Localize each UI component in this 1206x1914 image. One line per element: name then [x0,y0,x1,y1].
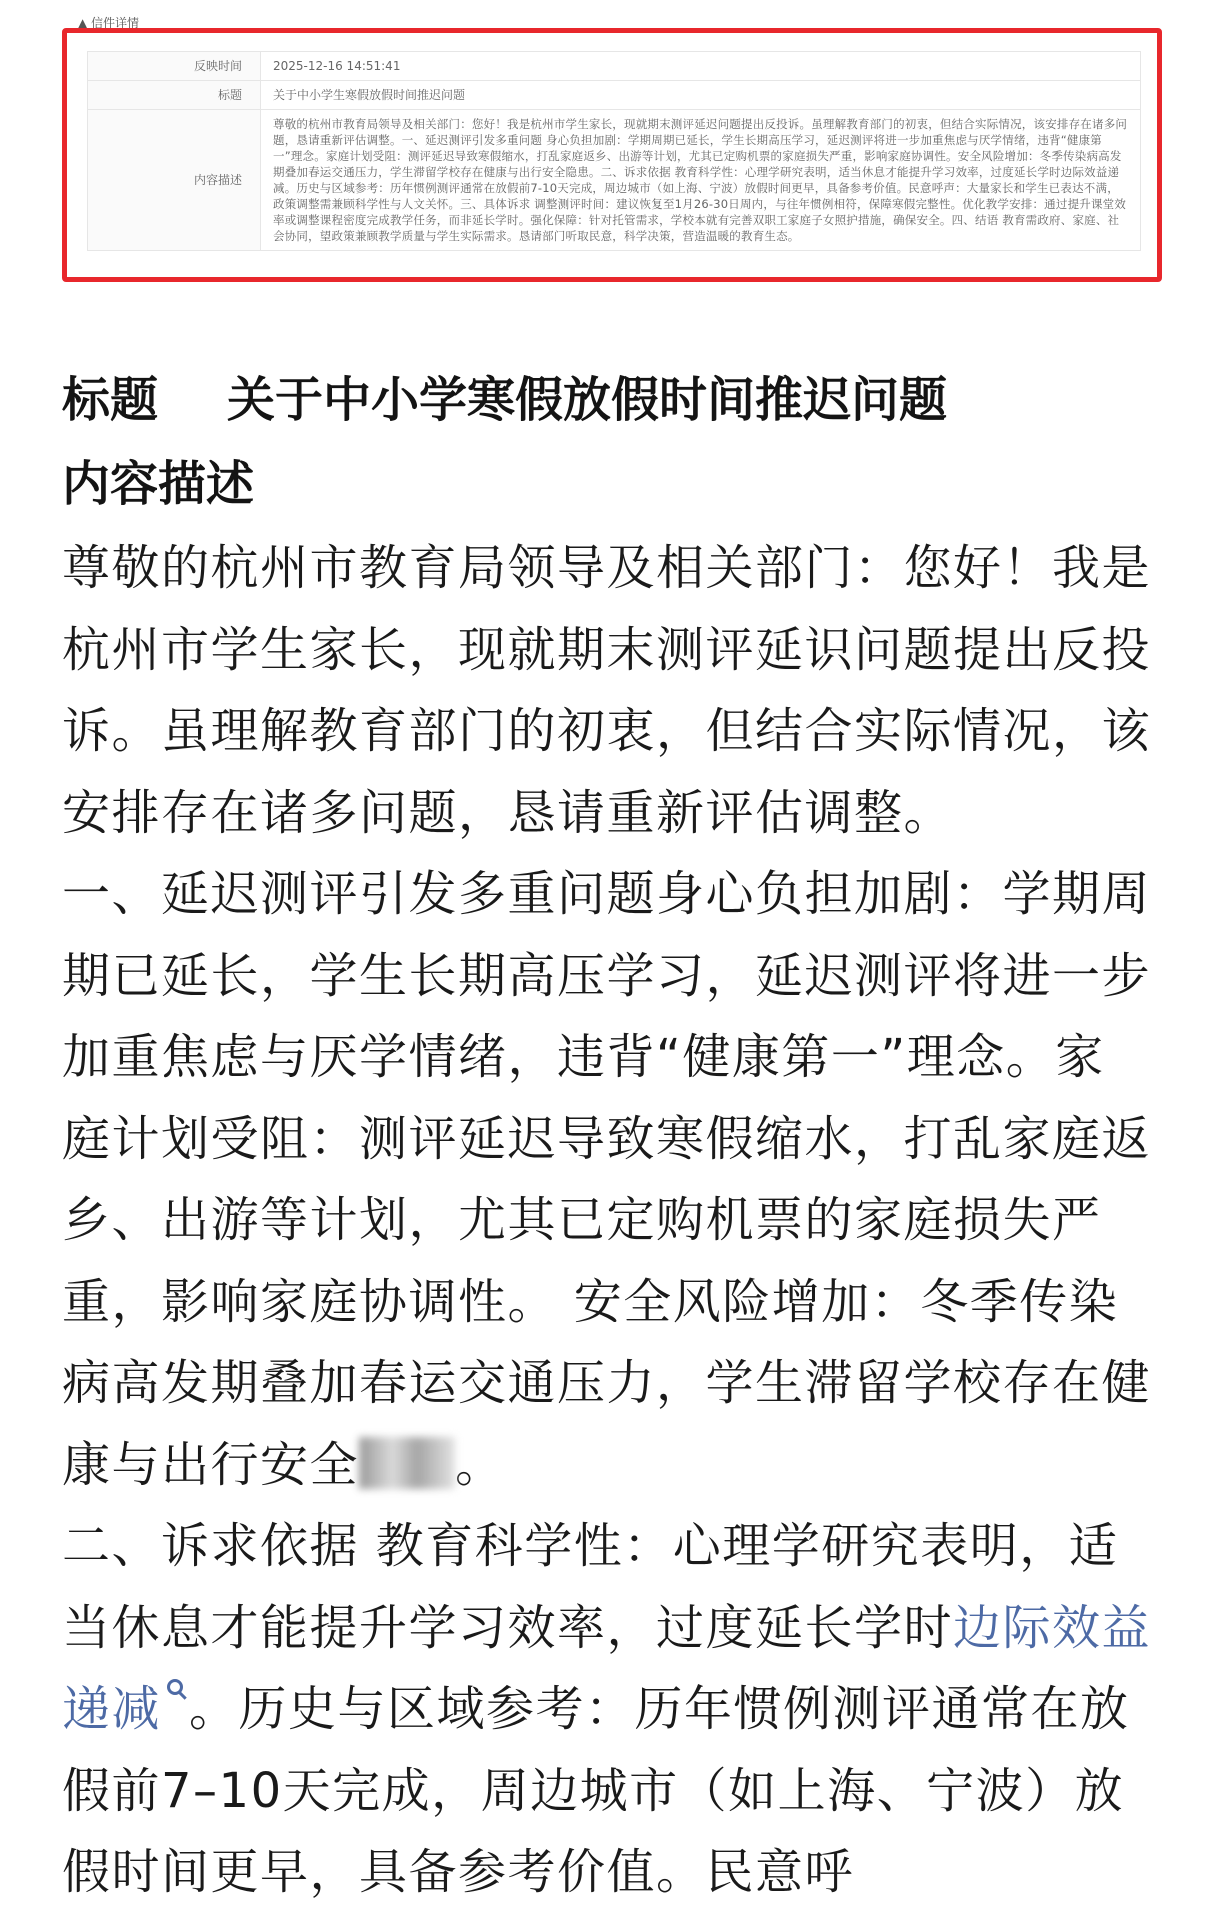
body-text-part-2: 。 二、诉求依据 教育科学性：心理学研究表明，适当休息才能提升学习效率，过度延长学时 [62,1436,1119,1656]
search-link-marginal-effect[interactable]: 边际效益递减 [62,1599,1152,1737]
letter-body [62,528,1152,1914]
search-icon[interactable] [167,1679,183,1695]
time-value: 2025-12-16 14:51:41 [261,52,1141,81]
letter-detail-table [87,51,1141,251]
content-description-heading: 内容描述 [62,456,255,512]
main-title-label: 标题 [62,372,159,428]
body-text-part-1: 尊敬的杭州市教育局领导及相关部门：您好！我是杭州市学生家长，现就期末测评延识问题提出反投诉。虽理解教育部门的初衷，但结合实际情况，该安排存在诸多问题，恳请重新评估调整。 一、延迟测评引发多重问题身心负担加剧：学期周期已延长，学生长期高压学习，延迟测评将进一步加重焦虑与厌学情绪，违背“健康第一”理念。家庭计划受阻：测评延迟导致寒假缩水，打乱家庭返乡、出游等计划，尤其已定购机票的家庭损失严重，影响家庭协调性。 安全风险增加：冬季传染病高发期叠加春运交通压力，学生滞留学校存在健康与出行安全 [62,540,1152,1493]
card-header-fragment: ▲ 信件详情 [78,16,140,28]
content-label: 内容描述 [88,110,261,251]
main-title-value: 关于中小学寒假放假时间推迟问题 [227,372,948,428]
title-label: 标题 [88,81,261,110]
time-label: 反映时间 [88,52,261,81]
table-row [88,110,1141,251]
table-row [88,81,1141,110]
letter-detail-screenshot [62,28,1162,282]
blurred-text [359,1437,455,1489]
main-title-row [62,368,947,432]
content-value: 尊敬的杭州市教育局领导及相关部门：您好！我是杭州市学生家长，现就期末测评延迟问题提出反投诉。虽理解教育部门的初衷，但结合实际情况，该安排存在诸多问题，恳请重新评估调整。一、延迟测评引发多重问题 身心负担加剧：学期周期已延长，学生长期高压学习，延迟测评将进一步加重焦虑与厌学情绪，违背“健康第一”理念。家庭计划受阻：测评延迟导致寒假缩水，打乱家庭返乡、出游等计划，尤其已定购机票的家庭损失严重，影响家庭协调性。安全风险增加：冬季传染病高发期叠加春运交通压力，学生滞留学校存在健康与出行安全隐患。二、诉求依据 教育科学性：心理学研究表明，适当休息才能提升学习效率，过度延长学时边际效益递减。历史与区域参考：历年惯例测评通常在放假前7-10天完成，周边城市（如上海、宁波）放假时间更早，具备参考价值。民意呼声：大量家长和学生已表达不满，政策调整需兼顾科学性与人文关怀。三、具体诉求 调整测评时间：建议恢复至1月26-30日周内，与往年惯例相符，保障寒假完整性。优化教学安排：通过提升课堂效率或调整课程密度完成教学任务，而非延长学时。强化保障：针对托管需求，学校本就有完善双职工家庭子女照护措施，确保安全。四、结语 教育需政府、家庭、社会协同，望政策兼顾教学质量与学生实际需求。恳请部门听取民意，科学决策，营造温暖的教育生态。 [261,110,1141,251]
title-value: 关于中小学生寒假放假时间推迟问题 [261,81,1141,110]
body-text-part-3: 。历史与区域参考：历年惯例测评通常在放假前7–10天完成，周边城市（如上海、宁波）放假时间更早，具备参考价值。民意呼 [62,1681,1130,1900]
table-row [88,52,1141,81]
